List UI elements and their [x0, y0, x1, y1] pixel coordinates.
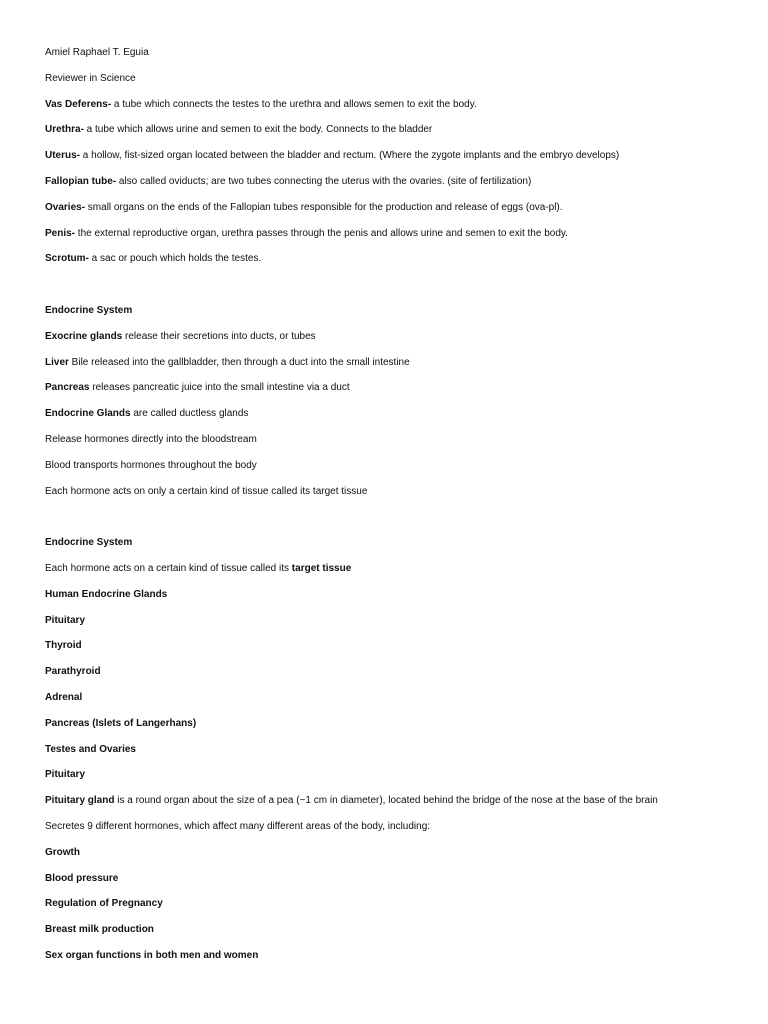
term: Urethra- — [45, 124, 84, 136]
term: Uterus- — [45, 150, 81, 162]
definition-text: are called ductless glands — [130, 408, 249, 420]
gland-item — [45, 639, 745, 652]
definition-ovaries — [45, 201, 745, 214]
target-tissue-line — [45, 562, 745, 575]
target-tissue-line: Each hormone acts on only a certain kind of tissue called its target tissue — [45, 485, 368, 497]
author-name: Amiel Raphael T. Eguia — [45, 47, 149, 58]
effect-item — [45, 846, 745, 859]
section-heading — [45, 304, 745, 317]
gland-name: Adrenal — [45, 691, 83, 703]
section-heading — [45, 536, 745, 549]
gland-item — [45, 768, 745, 781]
section-gap — [45, 510, 745, 536]
gland-item — [45, 665, 745, 678]
definition-text: a tube which connects the testes to the urethra and allows semen to exit the body. — [111, 98, 477, 110]
gland-item — [45, 717, 745, 730]
gland-name: Testes and Ovaries — [45, 743, 136, 755]
pituitary-gland-line — [45, 794, 745, 807]
term: Penis- — [45, 227, 76, 239]
gland-item — [45, 743, 745, 756]
definition-text: a tube which allows urine and semen to exit the body. Connects to the bladder — [83, 124, 433, 136]
definition-text: a sac or pouch which holds the testes. — [88, 253, 262, 265]
term: Pituitary gland — [45, 795, 115, 807]
blood-line: Blood transports hormones throughout the body — [45, 459, 257, 471]
exocrine-glands-line — [45, 330, 745, 343]
effect-name: Regulation of Pregnancy — [45, 898, 163, 910]
term: Pancreas — [45, 382, 90, 394]
definition-text: also called oviducts; are two tubes connecting the uterus with the ovaries. (site of fertilization) — [116, 175, 532, 187]
term: Endocrine Glands — [45, 408, 131, 420]
definition-text: small organs on the ends of the Fallopian tubes responsible for the production and release of eggs (ova-pl). — [85, 201, 563, 213]
term: Exocrine glands — [45, 330, 123, 342]
effect-name: Breast milk production — [45, 924, 154, 936]
gland-name: Pituitary — [45, 769, 86, 781]
term: Scrotum- — [45, 253, 89, 265]
heading-text: Human Endocrine Glands — [45, 588, 168, 600]
term: Vas Deferens- — [45, 98, 112, 110]
effect-item — [45, 872, 745, 885]
definition-text: releases pancreatic juice into the small intestine via a duct — [89, 382, 350, 394]
term: Liver — [45, 356, 69, 368]
heading-text: Endocrine System — [45, 304, 133, 316]
gland-name: Thyroid — [45, 640, 82, 652]
definition-vas-deferens — [45, 98, 745, 111]
document-subtitle: Reviewer in Science — [45, 72, 136, 84]
gland-item — [45, 614, 745, 627]
effect-item — [45, 949, 745, 962]
glands-heading — [45, 588, 745, 601]
term: Fallopian tube- — [45, 175, 117, 187]
secretes-line: Secretes 9 different hormones, which affect many different areas of the body, including: — [45, 820, 431, 832]
gland-name: Pituitary — [45, 614, 86, 626]
term: Ovaries- — [45, 201, 86, 213]
definition-urethra — [45, 123, 745, 136]
definition-text: is a round organ about the size of a pea (~1 cm in diameter), located behind the bridge of the nose at the base of the brain — [114, 795, 658, 807]
gland-name: Parathyroid — [45, 666, 101, 678]
pancreas-line — [45, 381, 745, 394]
effect-item — [45, 923, 745, 936]
section-gap — [45, 278, 745, 304]
line-text: Each hormone acts on a certain kind of tissue called its — [45, 562, 292, 574]
definition-text: the external reproductive organ, urethra passes through the penis and allows urine and semen to exit the body. — [75, 227, 568, 239]
definition-uterus — [45, 149, 745, 162]
heading-text: Endocrine System — [45, 537, 133, 549]
definition-fallopian-tube — [45, 175, 745, 188]
effect-name: Growth — [45, 846, 80, 858]
gland-name: Pancreas (Islets of Langerhans) — [45, 717, 197, 729]
liver-line — [45, 356, 745, 369]
effect-item — [45, 897, 745, 910]
definition-text: release their secretions into ducts, or tubes — [122, 330, 316, 342]
definition-penis — [45, 227, 745, 240]
document-page — [45, 46, 745, 975]
gland-item — [45, 691, 745, 704]
effect-name: Sex organ functions in both men and women — [45, 949, 259, 961]
effect-name: Blood pressure — [45, 872, 119, 884]
endocrine-glands-line — [45, 407, 745, 420]
definition-text: a hollow, fist-sized organ located between the bladder and rectum. (Where the zygote implants and the embryo develops) — [80, 150, 620, 162]
release-line: Release hormones directly into the bloodstream — [45, 433, 257, 445]
term: target tissue — [291, 562, 352, 574]
definition-scrotum — [45, 252, 745, 265]
definition-text: Bile released into the gallbladder, then through a duct into the small intestine — [68, 356, 410, 368]
